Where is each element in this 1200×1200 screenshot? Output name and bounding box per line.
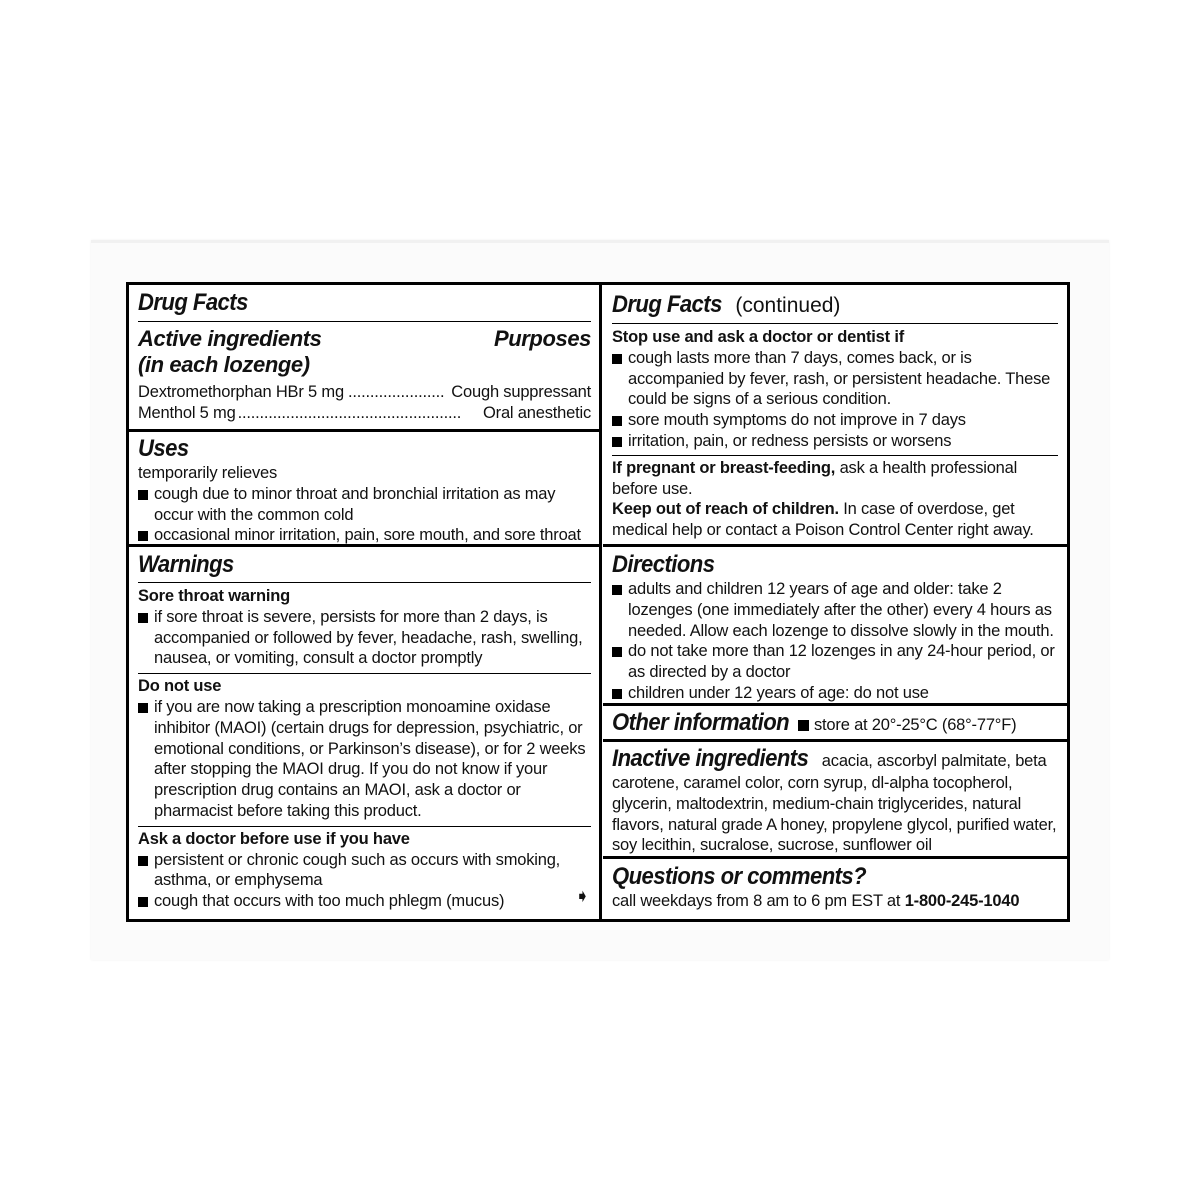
column-divider [599, 285, 602, 919]
storage-text: store at 20°-25°C (68°-77°F) [814, 716, 1017, 734]
ingredient-purpose: Oral anesthetic [483, 403, 591, 422]
bullet-icon [138, 490, 148, 500]
warnings-heading: Warnings [138, 551, 234, 578]
keep-out-warning: Keep out of reach of children. In case of overdose, get medical help or contact a Poison Control Center right away. [612, 500, 1034, 540]
bullet-icon [138, 856, 148, 866]
bullet-icon [612, 416, 622, 426]
inactive-ingredients-list: acacia, ascorbyl palmitate, beta carotene, caramel color, corn syrup, dl-alpha tocopherol, glycerin, maltodextrin, medium-chain triglycerides, natural flavors, natural grade A honey, propylene glycol, purified water, soy lecithin, sucralose, sucrose, sunflower oil [612, 752, 1057, 855]
active-ingredients-heading: Active ingredients [138, 326, 322, 351]
bullet-icon [612, 437, 622, 447]
uses-heading: Uses [138, 435, 189, 462]
bullet-icon [612, 689, 622, 699]
ingredient-name: Menthol 5 mg [138, 403, 236, 422]
stop-use-section [603, 291, 1067, 541]
phone-number: 1-800-245-1040 [904, 892, 1020, 910]
bullet-icon [138, 897, 148, 907]
stop-use-heading: Stop use and ask a doctor or dentist if [612, 328, 904, 346]
other-information-section [603, 709, 1067, 737]
list-item: do not take more than 12 lozenges in any 24-hour period, or as directed by a doctor [612, 641, 1058, 683]
right-column [603, 285, 1067, 919]
left-column [129, 285, 600, 919]
list-item: children under 12 years of age: do not use [612, 683, 1058, 704]
bullet-icon [798, 720, 809, 731]
leader-dots: ................................................... [237, 403, 462, 422]
bullet-icon [612, 647, 622, 657]
bullet-icon [138, 703, 148, 713]
ask-doctor-heading: Ask a doctor before use if you have [138, 829, 410, 848]
drug-facts-continued-title: Drug Facts [612, 291, 722, 318]
active-ingredients-section [129, 289, 600, 424]
drug-facts-label [126, 282, 1070, 922]
ingredient-name: Dextromethorphan HBr 5 mg [138, 383, 344, 401]
ingredient-purpose: Cough suppressant [451, 383, 591, 401]
active-ingredients-subheading: (in each lozenge) [138, 352, 310, 377]
continued-label: (continued) [735, 294, 841, 317]
list-item: persistent or chronic cough such as occurs with smoking, asthma, or emphysema [138, 850, 591, 892]
directions-heading: Directions [612, 551, 715, 578]
questions-heading: Questions or comments? [612, 863, 867, 890]
bullet-icon [612, 585, 622, 595]
bullet-icon [138, 531, 148, 541]
purposes-heading: Purposes [493, 326, 591, 351]
drug-facts-title: Drug Facts [138, 289, 248, 316]
list-item: irritation, pain, or redness persists or worsens [612, 431, 1058, 452]
questions-text: call weekdays from 8 am to 6 pm EST at 1-800-245-1040 [612, 892, 1020, 910]
list-item: if you are now taking a prescription monoamine oxidase inhibitor (MAOI) (certain drugs for depression, psychiatric, or emotional conditions, or Parkinson’s disease), or for 2 weeks after stopping the MAOI drug. If you do not know if your prescription drug contains an MAOI, ask a doctor or pharmacist before taking this product. [138, 697, 591, 822]
leader-dots: ...................... [347, 383, 445, 401]
uses-section [129, 435, 600, 546]
do-not-use-heading: Do not use [138, 677, 222, 696]
list-item: cough that occurs with too much phlegm (mucus) [138, 891, 591, 912]
sore-throat-heading: Sore throat warning [138, 587, 291, 605]
list-item: cough lasts more than 7 days, comes back, or is accompanied by fever, rash, or persistent headache. These could be signs of a serious condition. [612, 348, 1058, 410]
questions-section [603, 863, 1067, 912]
bullet-icon [138, 613, 148, 623]
list-item: adults and children 12 years of age and older: take 2 lozenges (one immediately after the other) every 4 hours as needed. Allow each lozenge to dissolve slowly in the mouth. [612, 579, 1058, 641]
inactive-ingredients-heading: Inactive ingredients [612, 745, 809, 772]
directions-section [603, 551, 1067, 704]
list-item: cough due to minor throat and bronchial irritation as may occur with the common cold [138, 484, 591, 526]
other-information-heading: Other information [612, 709, 790, 736]
list-item: occasional minor irritation, pain, sore mouth, and sore throat [138, 525, 591, 546]
uses-intro: temporarily relieves [138, 464, 278, 482]
list-item: sore mouth symptoms do not improve in 7 days [612, 410, 1058, 431]
ingredient-row [138, 403, 591, 424]
ingredient-row [138, 382, 591, 403]
bullet-icon [612, 354, 622, 364]
pregnancy-warning: If pregnant or breast-feeding, ask a health professional before use. [612, 458, 1018, 498]
continued-arrow-icon: ➧ [574, 886, 590, 906]
list-item: if sore throat is severe, persists for more than 2 days, is accompanied or followed by fever, headache, rash, swelling, nausea, or vomiting, consult a doctor promptly [138, 607, 591, 669]
warnings-section [129, 551, 600, 912]
inactive-ingredients-section [603, 745, 1067, 856]
